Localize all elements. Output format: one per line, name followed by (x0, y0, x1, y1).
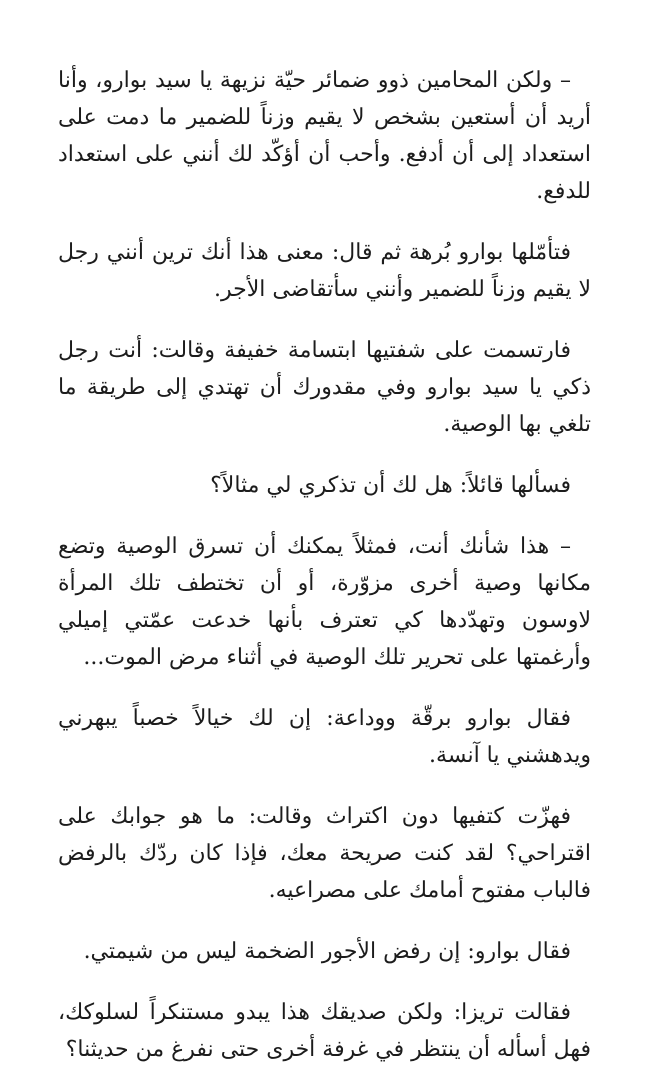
paragraph-1: – ولكن المحامين ذوو ضمائر حيّة نزيهة يا سيد بوارو، وأنا أريد أن أستعين بشخص لا يقيم وزناً للضمير ما دمت على استعداد إلى أن أدفع. وأحب أن أؤكّد لك أنني على استعداد للدفع. (58, 68, 591, 204)
paragraph-5: – هذا شأنك أنت، فمثلاً يمكنك أن تسرق الوصية وتضع مكانها وصية أخرى مزوّرة، أو أن تختطف تلك المرأة لاوسون وتهدّدها كي تعترف بأنها خدعت عمّتي إميلي وأرغمتها على تحرير تلك الوصية في أثناء مرض الموت... (58, 534, 591, 670)
paragraph-9: فقالت تريزا: ولكن صديقك هذا يبدو مستنكراً لسلوكك، فهل أسأله أن ينتظر في غرفة أخرى حتى نفرغ من حديثنا؟ (58, 1000, 591, 1062)
paragraph-3: فارتسمت على شفتيها ابتسامة خفيفة وقالت: أنت رجل ذكي يا سيد بوارو وفي مقدورك أن تهتدي إلى طريقة ما تلغي بها الوصية. (58, 338, 591, 437)
paragraph-7: فهزّت كتفيها دون اكتراث وقالت: ما هو جوابك على اقتراحي؟ لقد كنت صريحة معك، فإذا كان ردّك بالرفض فالباب مفتوح أمامك على مصراعيه. (58, 804, 591, 903)
paragraph-2: فتأمّلها بوارو بُرهة ثم قال: معنى هذا أنك ترين أنني رجل لا يقيم وزناً للضمير وأنني سأتقاضى الأجر. (58, 240, 591, 302)
paragraph-6: فقال بوارو برقّة ووداعة: إن لك خيالاً خصباً يبهرني ويدهشني يا آنسة. (58, 706, 591, 768)
paragraph-4: فسألها قائلاً: هل لك أن تذكري لي مثالاً؟ (210, 473, 571, 498)
paragraph-8: فقال بوارو: إن رفض الأجور الضخمة ليس من شيمتي. (83, 939, 571, 964)
